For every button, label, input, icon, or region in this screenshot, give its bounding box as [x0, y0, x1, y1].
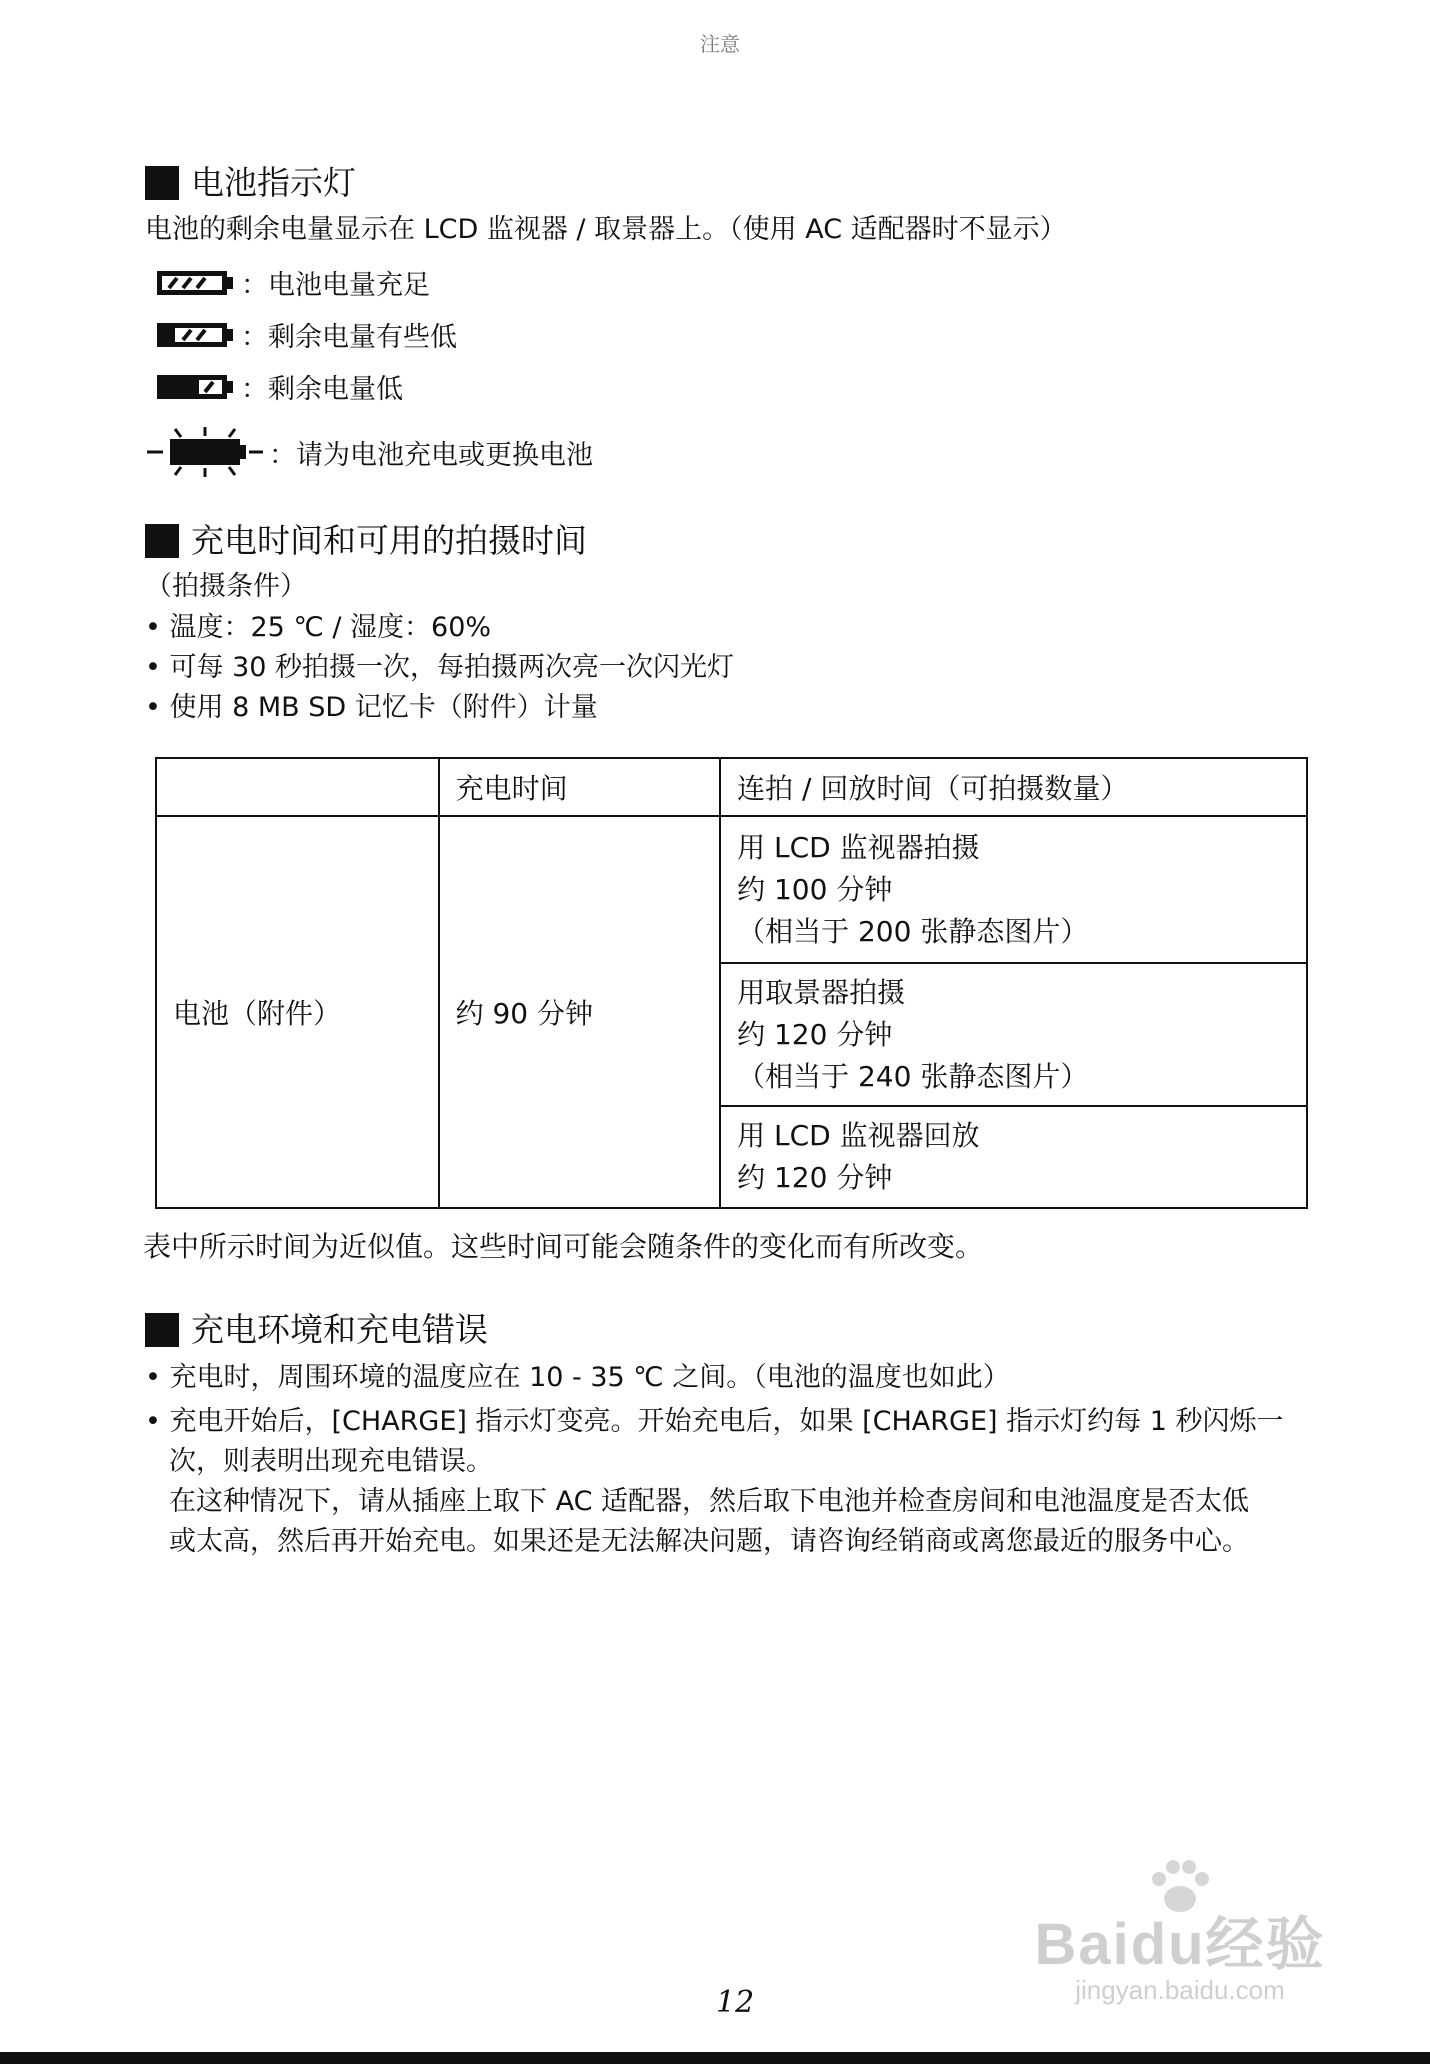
heading-square-icon — [145, 1313, 179, 1347]
charge-time-cell: 约 90 分钟 — [439, 816, 721, 1208]
battery-level-label: ：电池电量充足 — [241, 270, 430, 301]
usage-duration: 约 120 分钟 — [737, 1161, 893, 1194]
table-header-cell — [156, 758, 439, 816]
heading-square-icon — [145, 524, 179, 558]
usage-cell-lcd-playback — [720, 1106, 1307, 1208]
battery-level-label: ：剩余电量有些低 — [241, 322, 457, 353]
env-line: 次，则表明出现充电错误。 — [169, 1446, 493, 1477]
usage-duration: 约 120 分钟 — [737, 1017, 893, 1051]
page-header: 注意 — [700, 32, 740, 56]
watermark-brand: Baidu经验 — [1034, 1912, 1326, 1977]
battery-level-row — [155, 263, 430, 302]
env-line: 在这种情况下，请从插座上取下 AC 适配器，然后取下电池并检查房间和电池温度是否太低 — [169, 1486, 1250, 1517]
battery-medium-icon — [155, 320, 235, 350]
section-heading-battery-indicator — [145, 163, 356, 203]
paw-logo-icon — [1145, 1855, 1215, 1915]
usage-count: （相当于 200 张静态图片） — [737, 914, 1089, 948]
condition-item: • 温度：25 ℃ / 湿度：60% — [145, 612, 492, 643]
section-title: 充电环境和充电错误 — [191, 1310, 488, 1349]
usage-cell-lcd-shooting — [720, 816, 1307, 963]
battery-intro-text: 电池的剩余电量显示在 LCD 监视器 / 取景器上。（使用 AC 适配器时不显示） — [145, 214, 1067, 245]
env-bullet-multiline — [145, 1402, 1283, 1562]
charging-time-table — [155, 757, 1308, 1209]
usage-count: （相当于 240 张静态图片） — [737, 1059, 1089, 1093]
usage-cell-viewfinder-shooting — [720, 963, 1307, 1106]
watermark-url: jingyan.baidu.com — [1075, 1975, 1285, 2005]
battery-level-row — [145, 427, 593, 477]
battery-level-label: ：请为电池充电或更换电池 — [269, 439, 593, 471]
battery-label-cell: 电池（附件） — [156, 816, 439, 1208]
battery-full-icon — [155, 268, 235, 298]
env-bullet: • 充电时，周围环境的温度应在 10 - 35 ℃ 之间。（电池的温度也如此） — [145, 1362, 1010, 1393]
heading-square-icon — [145, 166, 179, 200]
condition-item: • 使用 8 MB SD 记忆卡（附件）计量 — [145, 692, 598, 723]
env-line: 或太高，然后再开始充电。如果还是无法解决问题，请咨询经销商或离您最近的服务中心。 — [169, 1526, 1249, 1557]
table-header-cell: 连拍 / 回放时间（可拍摄数量） — [720, 758, 1307, 816]
page-bottom-border — [0, 2052, 1430, 2064]
section-heading-charging-env — [145, 1310, 488, 1350]
usage-duration: 约 100 分钟 — [737, 872, 893, 906]
env-line: • 充电开始后，[CHARGE] 指示灯变亮。开始充电后，如果 [CHARGE] 指示灯约每 1 秒闪烁一 — [145, 1406, 1284, 1437]
page-number: 12 — [716, 1985, 755, 2020]
battery-level-row — [155, 367, 403, 406]
usage-mode: 用取景器拍摄 — [737, 975, 906, 1009]
battery-empty-blinking-icon — [145, 427, 265, 477]
section-heading-charging-time — [145, 521, 587, 561]
battery-level-row — [155, 315, 457, 354]
table-row — [156, 816, 1307, 963]
usage-mode: 用 LCD 监视器拍摄 — [737, 830, 980, 864]
usage-mode: 用 LCD 监视器回放 — [737, 1119, 980, 1152]
watermark — [1015, 1855, 1345, 2005]
condition-item: • 可每 30 秒拍摄一次，每拍摄两次亮一次闪光灯 — [145, 652, 735, 683]
table-note: 表中所示时间为近似值。这些时间可能会随条件的变化而有所改变。 — [143, 1230, 984, 1263]
table-header-cell: 充电时间 — [439, 758, 721, 816]
section-title: 电池指示灯 — [191, 163, 356, 202]
table-header-row — [156, 758, 1307, 816]
section-title: 充电时间和可用的拍摄时间 — [191, 521, 587, 560]
conditions-label: （拍摄条件） — [145, 571, 307, 602]
battery-low-icon — [155, 372, 235, 402]
battery-level-label: ：剩余电量低 — [241, 374, 403, 405]
